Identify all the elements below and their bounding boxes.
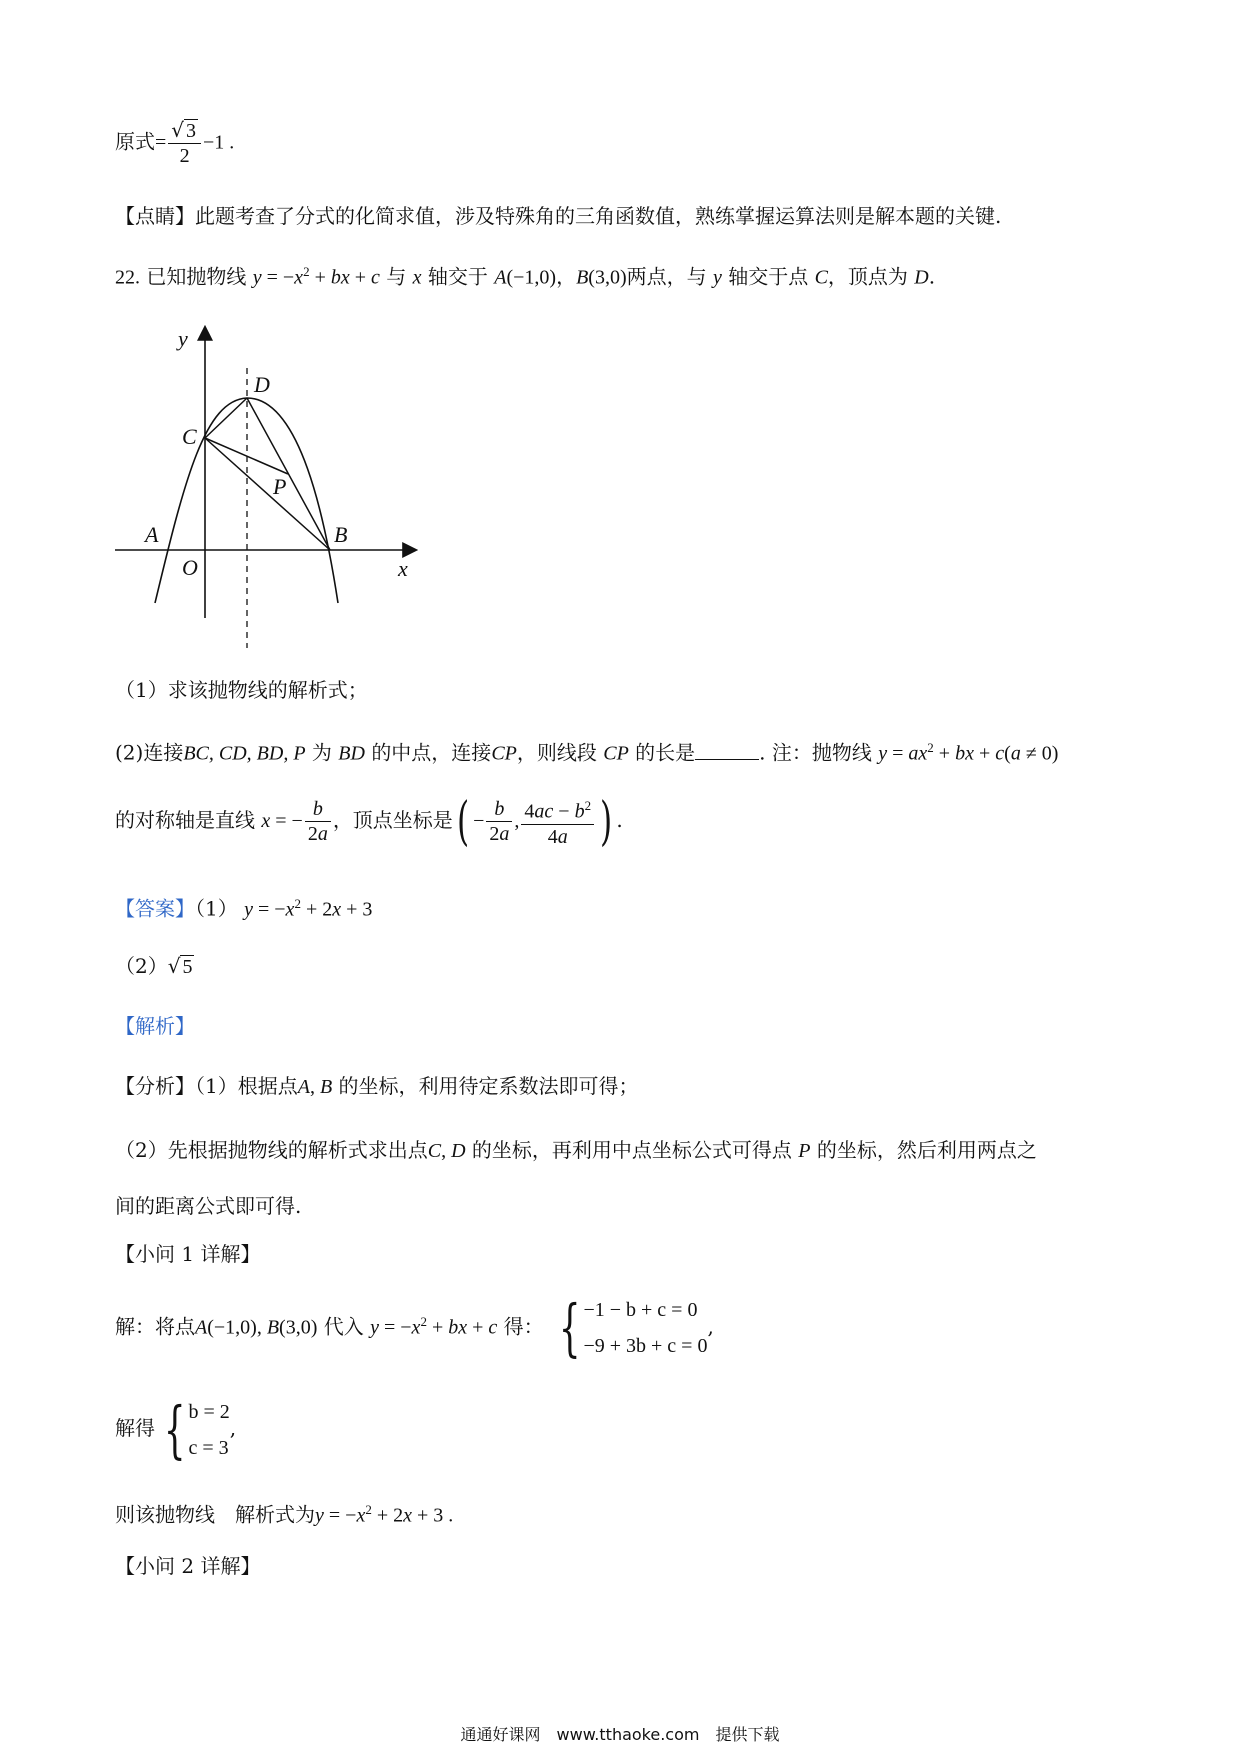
dianjing-tag: 【点睛】 [115,204,195,228]
solution-system: { b = 2 c = 3 [163,1392,230,1466]
answer-blank [695,739,759,760]
fraction: $\frac{√ 3}{2}$ [168,118,201,168]
fenxi-line-3: 间的距离公式即可得. [115,1194,302,1218]
segment-bd [247,398,330,550]
label-a: A [145,522,159,547]
xiaowen-1-head: 【小问 1 详解】 [115,1242,261,1266]
label-b: B [334,522,348,547]
label-c: C [182,424,197,449]
xiaowen-1-substitute: 解：将点A(−1,0), B(3,0) 代入 $y = -x^2$ + bx + c 得： { −1 − b + c = 0 −9 + 3b + c = 0 , [115,1291,714,1365]
part-2-cont: 的对称轴是直线 x = − $\frac{b}{2a}$ ，顶点坐标是( − $\frac{b}{2a}$ , $\frac{4ac - b^2}{4a}$ ) . [115,791,623,852]
segment-bc [205,438,330,550]
part-1: （1）求该抛物线的解析式； [115,678,368,702]
equation-system: { −1 − b + c = 0 −9 + 3b + c = 0 [558,1291,708,1365]
label-y: y [178,326,188,351]
answer-line-1: 【答案】（1） $y = -x^2 + 2x + 3$ [115,896,373,921]
parabola-figure [110,318,430,658]
xiaowen-1-solve: 解得 { b = 2 c = 3 , [115,1392,237,1466]
label-o: O [182,555,198,580]
part-2: (2)连接BC, CD, BD, P 为 BD 的中点，连接CP，则线段 CP 的长是 . 注：抛物线 $y = ax^2$ + bx + c(a ≠ 0) [115,740,1059,765]
xiaowen-2-head: 【小问 2 详解】 [115,1554,261,1578]
xiaowen-1-result: 则该抛物线 解析式为$y = -x^2 + 2x + 3$ . [115,1502,454,1527]
answer-line-2: （2）√ 5 [115,954,193,978]
answer-tag: 【答案】 [115,896,195,921]
footer: 通通好课网 www.tthaoke.com 提供下载 [460,1725,780,1744]
question-22: 22. 已知抛物线 $y = -x^2$ + bx + c 与 x 轴交于 A(−1,0)，B(3,0)两点，与 y 轴交于点 C，顶点为 D. [115,264,936,289]
result-line: 原式= $\frac{√ 3}{2}$ −1 . [115,118,235,167]
label-d: D [254,372,270,397]
fenxi-line-2: （2）先根据抛物线的解析式求出点C, D 的坐标，再利用中点坐标公式可得点 P 的坐标，然后利用两点之 [115,1138,1037,1162]
fenxi-line-1: 【分析】（1）根据点A, B 的坐标，利用待定系数法即可得； [115,1074,639,1098]
label-x: x [398,556,408,581]
segment-cd [205,398,247,438]
jiexi-tag: 【解析】 [115,1014,195,1038]
dianjing-line: 【点睛】此题考查了分式的化简求值，涉及特殊角的三角函数值，熟练掌握运算法则是解本题的关键. [115,204,1002,228]
label-p: P [273,474,287,499]
